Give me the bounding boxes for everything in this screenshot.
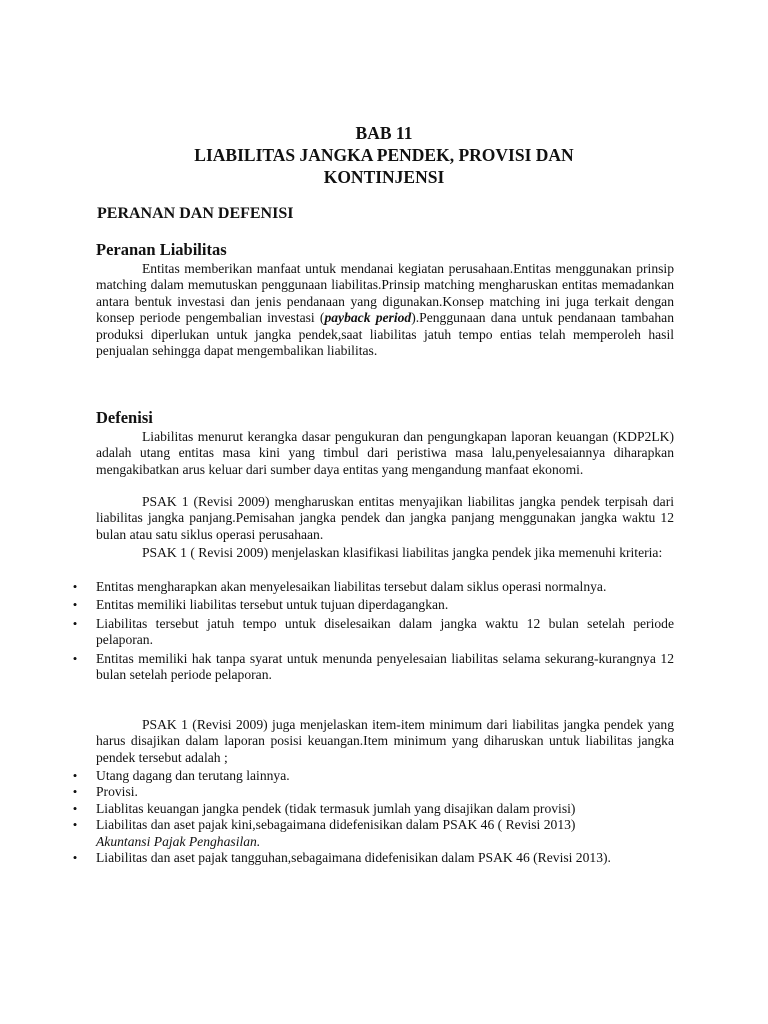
- list-item-text: Entitas mengharapkan akan menyelesaikan liabilitas tersebut dalam siklus operasi normalnya.: [96, 579, 607, 594]
- paragraph-peranan-liabilitas: [96, 261, 674, 359]
- list-item-text: Entitas memiliki hak tanpa syarat untuk menunda penyelesaian liabilitas selama sekurang-kurangnya 12 bulan setelah periode pelaporan.: [96, 650, 674, 683]
- list-item-text: Provisi.: [96, 784, 138, 800]
- minimum-items-list: [70, 768, 674, 866]
- list-item-text: Entitas memiliki liabilitas tersebut untuk tujuan diperdagangkan.: [96, 597, 449, 613]
- bullet-icon: •: [72, 597, 78, 613]
- paragraph-text: Entitas memberikan manfaat untuk mendanai kegiatan perusahaan.Entitas menggunakan prinsip matching dalam memutuskan penggunaan liabilitas.Prinsip matching mengharuskan entitas memadankan antara bentuk investasi dan jenis pendanaan yang digunakan.Konsep matching ini juga terkait dengan konsep periode pengembalian investasi (: [96, 261, 674, 326]
- paragraph-definition: [96, 429, 674, 478]
- list-item-text: Liablitas keuangan jangka pendek (tidak termasuk jumlah yang disajikan dalam provisi): [96, 800, 576, 816]
- paragraph-text: PSAK 1 (Revisi 2009) juga menjelaskan item-item minimum dari liabilitas jangka pendek yang harus disajikan dalam laporan posisi keuangan.Item minimum yang diharuskan untuk liabilitas jangka pendek tersebut adalah ;: [96, 717, 674, 765]
- paragraph-text: PSAK 1 (Revisi 2009) mengharuskan entitas menyajikan liabilitas jangka pendek terpisah dari liabilitas jangka panjang.Pemisahan jangka pendek dan jangka panjang menggunakan jangka waktu 12 bulan atau satu siklus operasi perusahaan.: [96, 494, 674, 542]
- paragraph-minimum-items: [96, 717, 674, 766]
- bullet-icon: •: [72, 768, 78, 783]
- list-item: [70, 784, 674, 800]
- bullet-icon: •: [72, 817, 78, 833]
- chapter-title-line-2: KONTINJENSI: [323, 167, 445, 187]
- paragraph-text: PSAK 1 ( Revisi 2009) menjelaskan klasifikasi liabilitas jangka pendek jika memenuhi kriteria:: [142, 545, 663, 560]
- chapter-title: [96, 122, 672, 188]
- list-item-text: Liabilitas tersebut jatuh tempo untuk diselesaikan dalam jangka waktu 12 bulan setelah periode pelaporan.: [96, 615, 674, 648]
- bullet-icon: •: [72, 650, 78, 666]
- bullet-icon: •: [72, 784, 78, 800]
- list-item: [70, 801, 674, 817]
- chapter-number: BAB 11: [355, 123, 413, 143]
- emphasis-payback-period: payback period: [324, 310, 412, 326]
- list-item: [70, 651, 674, 684]
- subsection-heading-defenisi: Defenisi: [96, 408, 153, 427]
- subsection-heading-peranan-liabilitas: Peranan Liabilitas: [96, 240, 227, 259]
- criteria-list: [70, 579, 674, 683]
- list-item: [70, 817, 674, 850]
- list-item-text: Liabilitas dan aset pajak tangguhan,sebagaimana didefenisikan dalam PSAK 46 (Revisi 2013).: [96, 850, 611, 866]
- paragraph-psak-1-criteria: [96, 545, 674, 561]
- paragraph-psak-1-separation: [96, 494, 674, 543]
- list-item: [70, 616, 674, 649]
- bullet-icon: •: [72, 615, 78, 631]
- list-item: [70, 768, 674, 784]
- list-item-text: Liabilitas dan aset pajak kini,sebagaimana didefenisikan dalam PSAK 46 ( Revisi 2013): [96, 817, 576, 833]
- list-item: [70, 597, 674, 613]
- list-item: [70, 579, 674, 595]
- section-heading-peranan-defenisi: PERANAN DAN DEFENISI: [97, 205, 294, 222]
- bullet-icon: •: [72, 850, 78, 866]
- list-item-text: Utang dagang dan terutang lainnya.: [96, 768, 290, 783]
- paragraph-text: ).Penggunaan dana untuk pendanaan tambahan produksi diperlukan untuk jangka pendek,saat liabilitas jatuh tempo entias telah memperoleh hasil penjualan sehingga dapat mengembalikan liabilitas.: [96, 310, 675, 359]
- chapter-title-line-1: LIABILITAS JANGKA PENDEK, PROVISI DAN: [194, 145, 574, 165]
- bullet-icon: •: [72, 579, 78, 594]
- italic-reference: Akuntansi Pajak Penghasilan.: [96, 833, 261, 849]
- paragraph-text: Liabilitas menurut kerangka dasar pengukuran dan pengungkapan laporan keuangan (KDP2LK) adalah utang entitas masa kini yang timbul dari peristiwa masa lalu,penyelesaiannya diharapkan mengakibatkan arus keluar dari sumber daya entitas yang mengandung manfaat ekonomi.: [96, 429, 674, 477]
- list-item: [70, 850, 674, 866]
- bullet-icon: •: [72, 800, 78, 816]
